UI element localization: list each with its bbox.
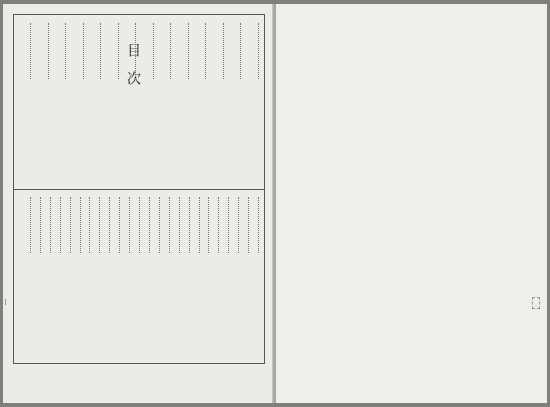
body-text-line <box>434 30 443 370</box>
toc-entry <box>42 195 51 355</box>
toc-leader-dots <box>149 197 150 253</box>
toc-leader-dots <box>223 23 224 79</box>
body-text-line <box>481 30 490 370</box>
toc-section-divider <box>14 189 264 190</box>
toc-leader-dots <box>80 197 81 253</box>
toc-leader-dots <box>40 197 41 253</box>
body-text-line <box>398 30 407 370</box>
toc-entry <box>75 21 84 181</box>
toc-entry <box>72 195 81 355</box>
body-text-line <box>304 30 313 370</box>
toc-entry <box>250 195 259 355</box>
body-text-line <box>528 30 537 370</box>
toc-entry <box>91 195 100 355</box>
body-text-line <box>516 30 525 370</box>
left-page <box>3 4 274 403</box>
toc-entry <box>171 195 180 355</box>
toc-entry <box>232 21 241 181</box>
body-text-line <box>386 30 395 370</box>
body-text-line <box>410 30 419 370</box>
toc-leader-dots <box>89 197 90 253</box>
toc-entry <box>32 195 41 355</box>
page-edge-mark <box>5 299 10 305</box>
toc-entry <box>127 21 136 181</box>
toc-leader-dots <box>248 197 249 253</box>
toc-entry <box>161 195 170 355</box>
toc-leader-dots <box>109 197 110 253</box>
body-text-line <box>363 30 372 370</box>
body-text-line <box>422 30 431 370</box>
toc-entry <box>220 195 229 355</box>
toc-entry <box>57 21 66 181</box>
toc-entry <box>40 21 49 181</box>
toc-leader-dots <box>70 197 71 253</box>
toc-entry <box>22 195 31 355</box>
toc-leader-dots <box>179 197 180 253</box>
toc-entry <box>22 21 31 181</box>
toc-entry <box>210 195 219 355</box>
toc-leader-dots <box>238 197 239 253</box>
toc-leader-dots <box>170 23 171 79</box>
toc-entry <box>62 195 71 355</box>
toc-entry <box>191 195 200 355</box>
toc-leader-dots <box>60 197 61 253</box>
toc-leader-dots <box>218 197 219 253</box>
body-text-line <box>327 30 336 370</box>
toc-entry <box>230 195 239 355</box>
toc-entry <box>101 195 110 355</box>
toc-entry <box>81 195 90 355</box>
toc-leader-dots <box>169 197 170 253</box>
toc-leader-dots <box>199 197 200 253</box>
toc-entry <box>52 195 61 355</box>
toc-title: 目次 <box>125 43 141 99</box>
body-text-line <box>375 30 384 370</box>
toc-leader-dots <box>48 23 49 79</box>
toc-leader-dots <box>100 23 101 79</box>
toc-leader-dots <box>129 197 130 253</box>
toc-leader-dots <box>240 23 241 79</box>
body-text-line <box>457 30 466 370</box>
toc-leader-dots <box>258 197 259 253</box>
body-text-line <box>504 30 513 370</box>
toc-entry <box>145 21 154 181</box>
toc-leader-dots <box>30 197 31 253</box>
toc-leader-dots <box>135 23 136 79</box>
toc-entry <box>240 195 249 355</box>
toc-entry <box>151 195 160 355</box>
body-text-line <box>469 30 478 370</box>
toc-entry <box>180 21 189 181</box>
body-text-line <box>445 30 454 370</box>
body-text-line <box>493 30 502 370</box>
toc-entry <box>111 195 120 355</box>
toc-entry <box>110 21 119 181</box>
body-text-line <box>351 30 360 370</box>
toc-leader-dots <box>258 23 259 79</box>
page-corner-mark <box>532 297 540 309</box>
toc-entry <box>200 195 209 355</box>
body-text-line <box>339 30 348 370</box>
toc-leader-dots <box>188 23 189 79</box>
toc-leader-dots <box>65 23 66 79</box>
toc-leader-dots <box>99 197 100 253</box>
body-text-line <box>316 30 325 370</box>
toc-entry <box>215 21 224 181</box>
toc-leader-dots <box>228 197 229 253</box>
toc-entry <box>197 21 206 181</box>
toc-leader-dots <box>119 197 120 253</box>
table-of-contents-frame <box>13 14 265 364</box>
toc-entry <box>92 21 101 181</box>
toc-entry <box>162 21 171 181</box>
toc-entry <box>181 195 190 355</box>
toc-leader-dots <box>83 23 84 79</box>
toc-leader-dots <box>159 197 160 253</box>
toc-leader-dots <box>189 197 190 253</box>
right-page <box>276 4 547 403</box>
toc-entry <box>121 195 130 355</box>
body-text-line <box>292 30 301 370</box>
toc-entry <box>250 21 259 181</box>
toc-leader-dots <box>205 23 206 79</box>
toc-entry <box>141 195 150 355</box>
toc-leader-dots <box>208 197 209 253</box>
toc-leader-dots <box>139 197 140 253</box>
toc-leader-dots <box>153 23 154 79</box>
toc-leader-dots <box>118 23 119 79</box>
toc-entry <box>131 195 140 355</box>
toc-leader-dots <box>50 197 51 253</box>
toc-leader-dots <box>30 23 31 79</box>
